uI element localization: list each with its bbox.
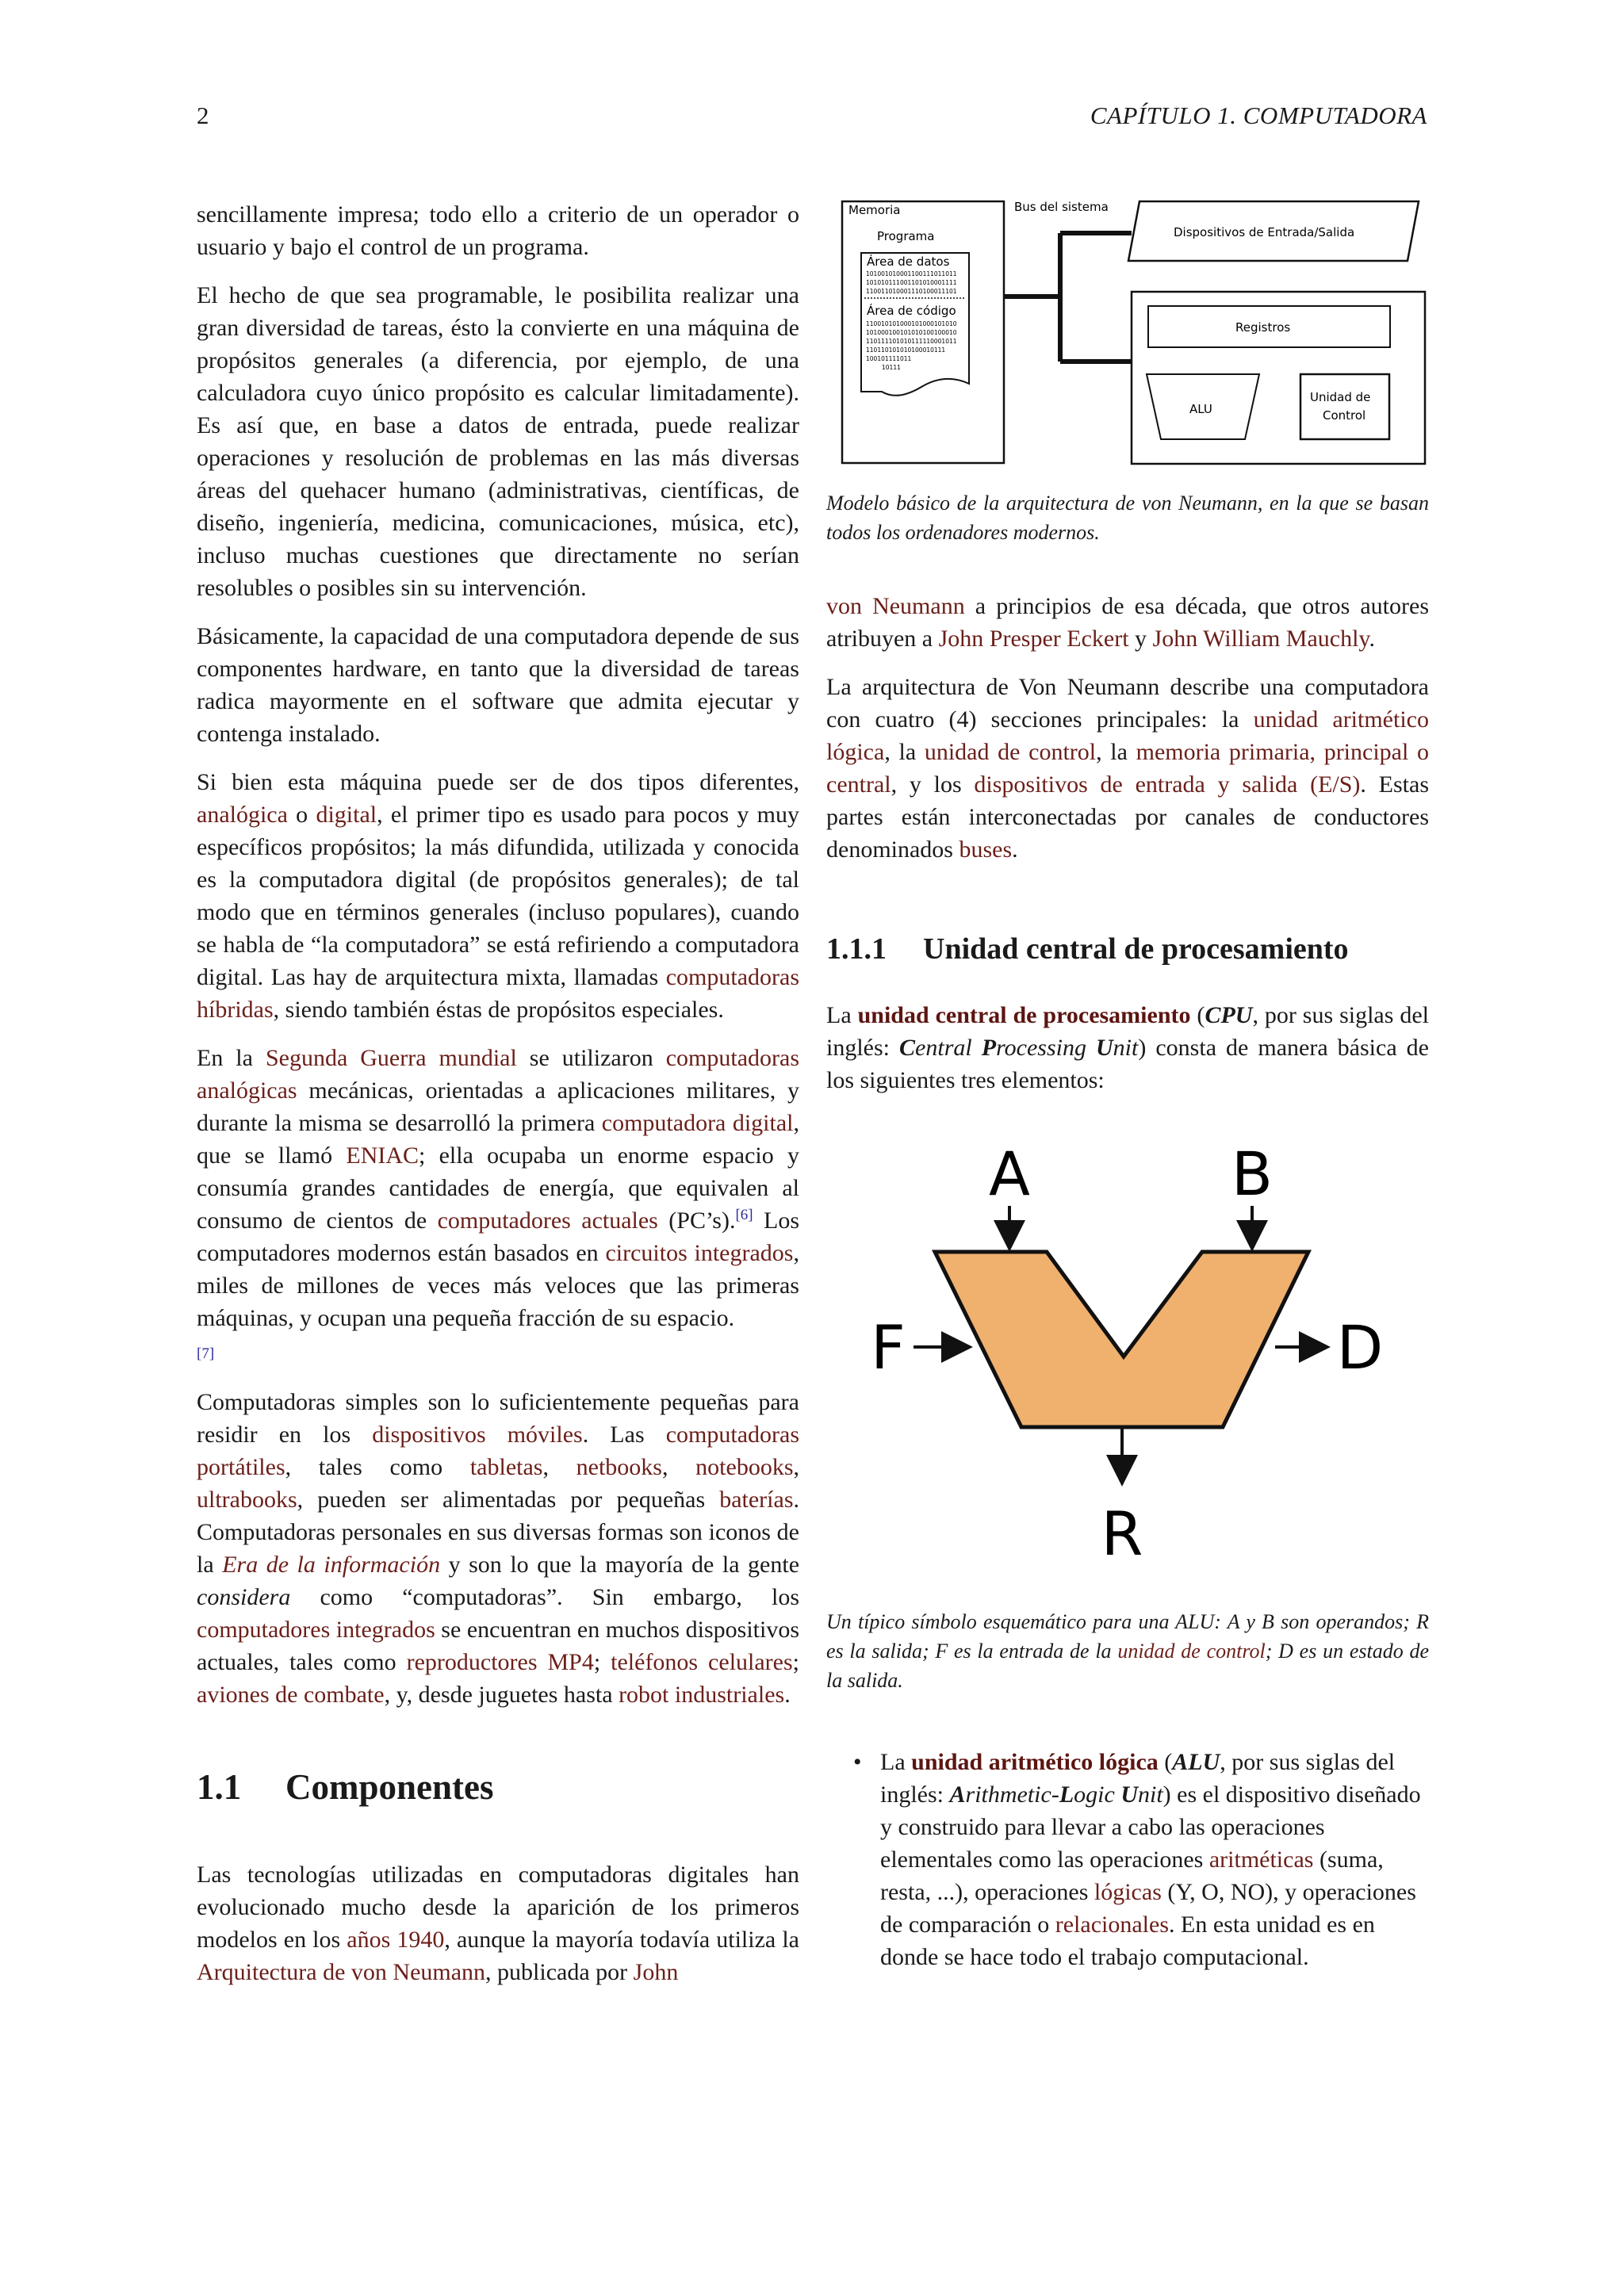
data-area-label: Área de datos — [867, 254, 950, 269]
link-anos-1940[interactable]: años 1940 — [347, 1927, 445, 1953]
paragraph: El hecho de que sea programable, le posibilita realizar una gran diversidad de tareas, ésto la convierte en una máquina de propósitos generales (a diferencia, por ejemplo, de una calculadora cuyo único propósito es calcular limitadamente). Es así que, en base a datos de entrada, puede realizar operaciones y resolución de problemas en las más diversas áreas del quehacer humano (administrativas, científicas, de diseño, ingeniería, medicina, comunicaciones, música, etc), incluso muchas cuestiones que directamente no serían resolubles o posibles sin su intervención. — [197, 282, 799, 601]
svg-text:110111101010111110001011: 110111101010111110001011 — [866, 338, 957, 345]
svg-text:101001010001100111011011: 101001010001100111011011 — [866, 270, 957, 277]
svg-text:101000100101010100100010: 101000100101010100100010 — [866, 329, 957, 336]
label-a: A — [989, 1138, 1030, 1209]
io-label: Dispositivos de Entrada/Salida — [1174, 225, 1355, 239]
svg-text:110110101010100010111: 110110101010100010111 — [866, 346, 946, 354]
label-r: R — [1101, 1498, 1143, 1569]
svg-text:110011010001110100011101: 110011010001110100011101 — [866, 288, 957, 295]
link-tabletas[interactable]: tabletas — [469, 1454, 543, 1480]
link-analogica[interactable]: analógica — [197, 802, 288, 828]
paragraph: sencillamente impresa; todo ello a criterio de un operador o usuario y bajo el control de un programa. — [197, 201, 799, 260]
page-number: 2 — [197, 101, 209, 129]
control-unit-box — [1300, 374, 1389, 439]
link-aritmeticas[interactable]: aritméticas — [1208, 1846, 1314, 1873]
link-computadoras-portatiles[interactable]: computadoras portátiles — [197, 1422, 799, 1480]
system-bus — [1004, 233, 1132, 362]
link-relacionales[interactable]: relacionales — [1055, 1911, 1169, 1938]
link-era-informacion[interactable]: Era de la información — [222, 1552, 441, 1578]
svg-text:10111: 10111 — [882, 364, 901, 371]
citation-7[interactable]: [7] — [197, 1345, 215, 1362]
code-area-label: Área de código — [867, 304, 956, 318]
registers-label: Registros — [1235, 320, 1291, 335]
svg-text:100101111011: 100101111011 — [866, 355, 912, 362]
link-mauchly[interactable]: John William Mauchly — [1152, 626, 1369, 652]
left-column — [197, 198, 799, 2004]
label-f: F — [871, 1312, 906, 1383]
memory-label: Memoria — [848, 203, 901, 217]
link-robot-industriales[interactable]: robot industriales — [619, 1682, 785, 1708]
link-aviones-combate[interactable]: aviones de combate — [197, 1682, 385, 1708]
figure-caption: Modelo básico de la arquitectura de von Neumann, en la que se basan todos los ordenadores modernos. — [826, 492, 1429, 544]
link-digital[interactable]: digital — [316, 802, 377, 828]
svg-text:110010101000101000101010: 110010101000101000101010 — [866, 320, 957, 327]
alu-body — [935, 1252, 1308, 1427]
link-arquitectura-von-neumann[interactable]: Arquitectura de von Neumann — [197, 1959, 486, 1985]
link-unidad-control-caption[interactable]: unidad de control — [1117, 1640, 1266, 1663]
label-b: B — [1231, 1138, 1274, 1209]
right-column — [826, 193, 1429, 1973]
link-reproductores-mp4[interactable]: reproductores MP4 — [406, 1649, 594, 1675]
link-telefonos-celulares[interactable]: teléfonos celulares — [611, 1649, 793, 1675]
paragraph: En la Segunda Guerra mundial se utilizaron computadoras analógicas mecánicas, orientadas a aplicaciones militares, y durante la misma se desarrolló la primera computadora digital, que se llamó ENIAC; ella ocupaba un enorme espacio y consumía grandes cantidades de energía, que equivalen al consumo de cientos de computadores actuales (PC’s).[6] Los computadores modernos están basados en circuitos integrados, miles de millones de veces más veloces que las primeras máquinas, y ocupan una pequeña fracción de su espacio. [7] — [197, 1042, 799, 1370]
link-notebooks[interactable]: notebooks — [695, 1454, 794, 1480]
subsection-heading: 1.1.1 Unidad central de procesamiento — [826, 932, 1349, 966]
link-dispositivos-es[interactable]: dispositivos de entrada y salida (E/S) — [974, 771, 1361, 798]
control-label-1: Unidad de — [1310, 390, 1371, 404]
paragraph: Computadoras simples son lo suficientemente pequeñas para residir en los dispositivos móviles. Las computadoras portátiles, tales como tabletas, netbooks, notebooks, ultrabooks, pueden ser alimentadas por pequeñas baterías. Computadoras personales en sus diversas formas son iconos de la Era de la información y son lo que la mayoría de la gente considera como “computadoras”. Sin embargo, los computadores integrados se encuentran en muchos dispositivos actuales, tales como reproductores MP4; teléfonos celulares; aviones de combate, y, desde juguetes hasta robot industriales. — [197, 1389, 800, 1708]
paragraph: von Neumann a principios de esa década, que otros autores atribuyen a John Presper Eckert y John William Mauchly. — [826, 593, 1429, 652]
link-computadores-integrados[interactable]: computadores integrados — [197, 1617, 435, 1643]
paragraph: Si bien esta máquina puede ser de dos tipos diferentes, analógica o digital, el primer tipo es usado para pocos y muy específicos propósitos; la más difundida, utilizada y conocida es la computadora digital (de propósitos generales); de tal modo que en términos generales (incluso populares), cuando se habla de “la computadora” se está refiriendo a computadora digital. Las hay de arquitectura mixta, llamadas computadoras híbridas, siendo también éstas de propósitos especiales. — [197, 769, 800, 1023]
component-list — [826, 1746, 1429, 1973]
link-segunda-guerra[interactable]: Segunda Guerra mundial — [265, 1045, 517, 1071]
bullet-icon: • — [853, 1749, 862, 1775]
link-netbooks[interactable]: netbooks — [576, 1454, 662, 1480]
link-logicas[interactable]: lógicas — [1094, 1879, 1162, 1905]
link-computadoras-analogicas[interactable]: computadoras analógicas — [197, 1045, 799, 1104]
von-neumann-diagram — [826, 193, 1429, 471]
label-d: D — [1336, 1312, 1384, 1383]
link-circuitos-integrados[interactable]: circuitos integrados — [605, 1240, 794, 1266]
list-item: • La unidad aritmético lógica (ALU, por sus siglas del inglés: Arithmetic-Logic Unit) es el dispositivo diseñado y construido para llevar a cabo las operaciones elementales como las operaciones aritméticas (suma, resta, ...), operaciones lógicas (Y, O, NO), y operaciones de comparación o relacionales. En esta unidad es en donde se hace todo el trabajo computacional. — [880, 1746, 1429, 1973]
cpu-box — [1132, 292, 1425, 464]
chapter-header: CAPÍTULO 1. COMPUTADORA — [1090, 101, 1427, 129]
section-heading: 1.1 Componentes — [197, 1767, 494, 1807]
link-unidad-aritmetico-logica[interactable]: unidad aritmético lógica — [826, 706, 1429, 765]
paragraph: La arquitectura de Von Neumann describe una computadora con cuatro (4) secciones principales: la unidad aritmético lógica, la unidad de control, la memoria primaria, principal o central, y los dispositivos de entrada y salida (E/S). Estas partes están interconectadas por canales de conductores denominados buses. — [826, 674, 1430, 863]
link-eckert[interactable]: John Presper Eckert — [938, 626, 1129, 652]
alu-symbol-diagram — [826, 1127, 1429, 1586]
control-label-2: Control — [1323, 408, 1366, 423]
figure-caption: Un típico símbolo esquemático para una ALU: A y B son operandos; R es la salida; F es la entrada de la unidad de control; D es un estado de la salida. — [826, 1610, 1430, 1692]
link-dispositivos-moviles[interactable]: dispositivos móviles — [372, 1422, 583, 1448]
link-computadora-digital[interactable]: computadora digital — [601, 1110, 794, 1136]
link-memoria-primaria[interactable]: memoria primaria, principal o central — [826, 739, 1429, 798]
alu-label: ALU — [1189, 402, 1212, 416]
paragraph: Básicamente, la capacidad de una computadora depende de sus componentes hardware, en tanto que la diversidad de tareas radica mayormente en el software que admita ejecutar y contenga instalado. — [197, 623, 799, 747]
link-ultrabooks[interactable]: ultrabooks — [197, 1487, 297, 1513]
link-eniac[interactable]: ENIAC — [346, 1142, 419, 1169]
citation-6[interactable]: [6] — [735, 1207, 753, 1223]
svg-text:101010111001101010001111: 101010111001101010001111 — [866, 279, 957, 286]
program-label: Programa — [877, 229, 935, 243]
link-computadoras-hibridas[interactable]: computadoras híbridas — [197, 964, 799, 1023]
link-unidad-control[interactable]: unidad de control — [924, 739, 1097, 765]
link-computadores-actuales[interactable]: computadores actuales — [437, 1207, 658, 1234]
binary-data — [866, 270, 957, 295]
link-john[interactable]: John — [633, 1959, 679, 1985]
link-von-neumann[interactable]: von Neumann — [826, 593, 965, 619]
paragraph: La unidad central de procesamiento (CPU, por sus siglas del inglés: Central Processing Unit) consta de manera básica de los siguientes tres elementos: — [826, 1002, 1430, 1093]
paragraph: Las tecnologías utilizadas en computadoras digitales han evolucionado mucho desde la aparición de los primeros modelos en los años 1940, aunque la mayoría todavía utiliza la Arquitectura de von Neumann, publicada por John — [197, 1862, 799, 1985]
link-baterias[interactable]: baterías — [719, 1487, 794, 1513]
bus-label: Bus del sistema — [1014, 200, 1109, 214]
link-buses[interactable]: buses — [959, 836, 1013, 863]
